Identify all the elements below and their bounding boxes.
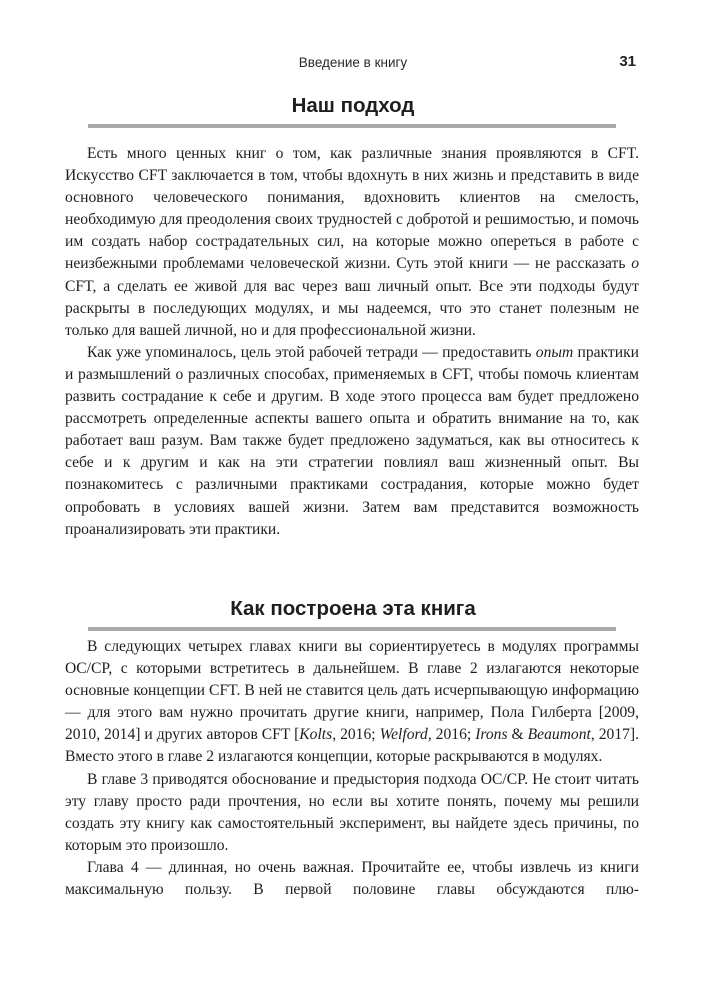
- text-run: , 2017]. Вместо этого в главе 2 излагаются концепции, которые раскрываются в модулях.: [65, 726, 640, 766]
- italic-text: Welford: [379, 726, 428, 744]
- paragraph: [65, 857, 639, 901]
- italic-text: опыт: [535, 343, 574, 361]
- text-run: Глава 4 — длинная, но очень важная. Прочитайте ее, чтобы извлечь из книги максимальную пользу. В первой половине главы обсуждаются плю-: [65, 858, 639, 899]
- text-run: Есть много ценных книг о том, как различные знания проявляются в CFT. Искусство CFT заключается в том, чтобы вдохнуть в них жизнь и представить в виде основного человеческого понимания, вдохновить клиентов на смелость, необходимую для преодоления своих трудностей с добротой и решимостью, и помочь им создать набор сострадательных сил, на которые можно опереться в работе с неизбежными проблемами человеческой жизни. Суть этой книги — не рассказать: [65, 145, 639, 273]
- section-heading: Как построена эта книга: [230, 597, 476, 620]
- text-run: В следующих четырех главах книги вы сориентируетесь в модулях программы OC/CP, с которыми встретитесь в дальнейшем. В главе 2 излагаются некоторые основные концепции CFT. В ней не ставится цель дать исчерпывающую информацию — для этого вам нужно прочитать другие книги, например, Пола Гилберта [2009, 2010, 2014] и других авторов CFT [: [65, 638, 639, 744]
- italic-text: Kolts: [299, 726, 333, 744]
- text-run: CFT, а сделать ее живой для вас через ваш личный опыт. Все эти подходы будут раскрыты в последующих модулях, и мы надеемся, что это станет полезным не только для вашей личной, но и для профессиональной жизни.: [65, 277, 639, 339]
- italic-text: Beaumont: [527, 726, 591, 744]
- heading-underline: [88, 627, 616, 631]
- text-run: В главе 3 приводятся обоснование и предыстория подхода OC/CP. Не стоит читать эту главу просто ради прочтения, но если вы хотите понять, почему мы решили создать эту книгу как самостоятельный эксперимент, вы найдете здесь причины, по которым это произошло.: [65, 770, 639, 854]
- heading-underline: [88, 124, 616, 128]
- running-header: [70, 53, 636, 73]
- paragraph: [65, 636, 639, 769]
- paragraph: [65, 769, 639, 857]
- text-run: &: [507, 726, 528, 744]
- italic-text: Irons: [475, 726, 508, 744]
- text-run: , 2016;: [427, 726, 476, 744]
- paragraph: [65, 143, 639, 342]
- section-heading: Наш подход: [291, 94, 415, 117]
- text-run: практики и размышлений о различных способах, применяемых в CFT, чтобы помочь клиентам развить сострадание к себе и другим. В ходе этого процесса вам будет предложено рассмотреть определенные аспекты вашего опыта и обратить внимание на то, как работает ваш разум. Вам также будет предложено задуматься, как вы относитесь к себе и к другим и как на эти стратегии повлиял ваш жизненный опыт. Вы познакомитесь с различными практиками сострадания, которые можно будет опробовать в условиях вашей жизни. Затем вам представится возможность проанализировать эти практики.: [65, 343, 639, 538]
- running-title: Введение в книгу: [298, 55, 408, 70]
- section-body: [65, 636, 639, 901]
- text-run: , 2016;: [332, 726, 380, 744]
- section-body: [65, 143, 639, 541]
- page-number: 31: [619, 53, 636, 70]
- paragraph: [65, 342, 639, 541]
- text-run: Как уже упоминалось, цель этой рабочей тетради — предоставить: [87, 343, 536, 361]
- italic-text: о: [631, 255, 639, 273]
